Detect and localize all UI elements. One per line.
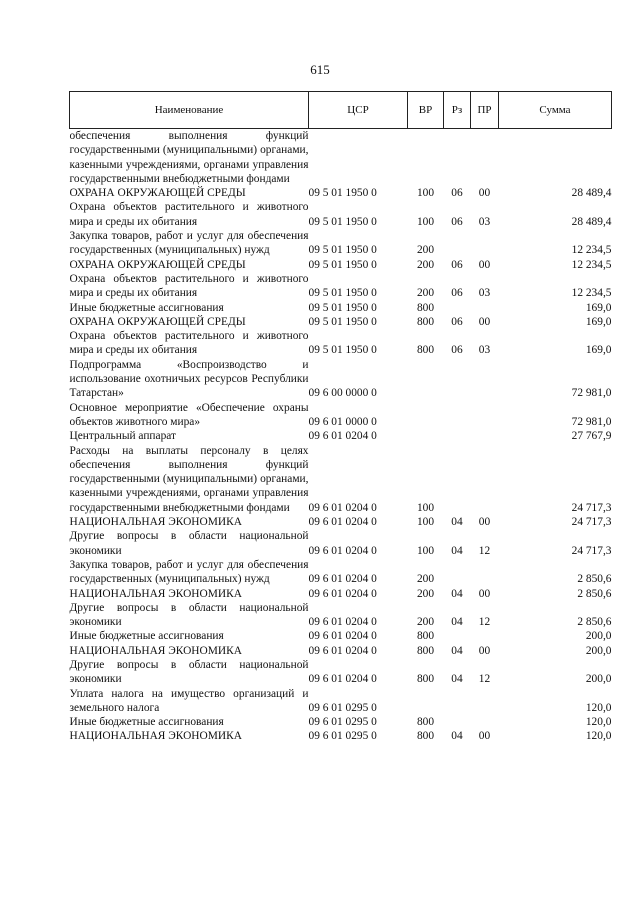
row-vr: 100: [416, 501, 435, 514]
row-sum: 200,0: [585, 630, 612, 643]
table-row: [70, 315, 612, 329]
row-csr: 09 6 01 0204 0: [308, 616, 377, 629]
header-rz: Рз: [444, 92, 471, 129]
row-rz: 04: [451, 516, 463, 529]
row-rz: 04: [451, 544, 463, 557]
row-pr: 00: [478, 730, 491, 743]
row-name: ОХРАНА ОКРУЖАЮЩЕЙ СРЕДЫ: [69, 258, 246, 271]
table-row: [70, 558, 612, 587]
row-sum: 2 850,6: [577, 587, 612, 600]
row-rz: 04: [451, 587, 463, 600]
table-row: [70, 444, 612, 515]
row-pr: [471, 558, 499, 587]
row-name: НАЦИОНАЛЬНАЯ ЭКОНОМИКА: [69, 644, 242, 657]
row-name: Основное мероприятие «Обеспечение охраны объектов животного мира»: [69, 401, 309, 428]
row-vr: 100: [416, 187, 435, 200]
table-row: [70, 644, 612, 658]
row-sum: 12 234,5: [571, 258, 612, 271]
row-rz: 04: [451, 730, 463, 743]
row-rz: [444, 687, 471, 716]
table-row: [70, 272, 612, 301]
row-vr: 800: [416, 673, 435, 686]
row-pr: 03: [478, 344, 491, 357]
row-sum: 169,0: [585, 344, 612, 357]
row-csr: 09 5 01 1950 0: [308, 301, 377, 314]
row-csr: 09 6 01 0204 0: [308, 673, 377, 686]
table-row: [70, 658, 612, 687]
row-pr: [471, 429, 499, 443]
row-vr: [408, 129, 444, 187]
table-row: [70, 301, 612, 315]
row-csr: 09 6 01 0295 0: [308, 716, 377, 729]
row-pr: [471, 301, 499, 315]
row-csr: 09 5 01 1950 0: [308, 244, 377, 257]
table-row: [70, 258, 612, 272]
row-vr: 800: [416, 730, 435, 743]
row-rz: [444, 301, 471, 315]
row-vr: 100: [416, 516, 435, 529]
row-sum: 12 234,5: [571, 244, 612, 257]
row-vr: [408, 401, 444, 430]
row-csr: 09 5 01 1950 0: [308, 287, 377, 300]
row-pr: [471, 401, 499, 430]
table-row: [70, 200, 612, 229]
row-sum: 2 850,6: [577, 616, 612, 629]
header-sum: Сумма: [499, 92, 612, 129]
table-row: [70, 529, 612, 558]
page-number: 615: [310, 62, 330, 77]
header-name: Наименование: [70, 92, 309, 129]
row-pr: [471, 444, 499, 515]
row-rz: [444, 129, 471, 187]
row-rz: 04: [451, 616, 463, 629]
row-rz: [444, 229, 471, 258]
row-name: Другие вопросы в области национальной экономики: [69, 601, 309, 629]
row-rz: 06: [451, 187, 463, 200]
row-sum: 27 767,9: [571, 430, 612, 443]
row-rz: 04: [451, 673, 463, 686]
row-csr: 09 6 01 0204 0: [308, 516, 377, 529]
row-vr: 800: [416, 716, 435, 729]
row-sum: 120,0: [585, 730, 612, 743]
row-csr: 09 6 01 0000 0: [308, 415, 377, 428]
row-pr: [471, 229, 499, 258]
table-row: [70, 601, 612, 630]
row-pr: [471, 129, 499, 187]
row-pr: 00: [478, 516, 491, 529]
row-name: Охрана объектов растительного и животного мира и среды их обитания: [69, 330, 309, 357]
row-rz: [444, 429, 471, 443]
row-csr: 09 6 01 0204 0: [308, 587, 377, 600]
row-vr: 100: [416, 544, 435, 557]
row-sum: 72 981,0: [571, 415, 612, 428]
row-sum: 120,0: [585, 701, 612, 714]
table-row: [70, 129, 612, 187]
row-vr: 800: [416, 315, 435, 328]
row-csr: 09 6 01 0204 0: [308, 501, 377, 514]
table-row: [70, 715, 612, 729]
row-name: обеспечения выполнения функций государственными (муниципальными) органами, казенными учреждениями, органами управления государственными внебюджетными фондами: [69, 130, 309, 185]
row-pr: 12: [478, 673, 491, 686]
row-name: Подпрограмма «Воспроизводство и использование охотничьих ресурсов Республики Татарстан»: [69, 358, 309, 400]
row-pr: 00: [478, 644, 491, 657]
row-name: Закупка товаров, работ и услуг для обеспечения государственных (муниципальных) нужд: [69, 230, 309, 257]
budget-table: [69, 91, 612, 744]
row-vr: 800: [416, 630, 435, 643]
row-sum: 28 489,4: [571, 187, 612, 200]
header-pr: ПР: [471, 92, 499, 129]
row-pr: [471, 715, 499, 729]
row-name: Другие вопросы в области национальной экономики: [69, 658, 309, 686]
table-row: [70, 629, 612, 643]
row-rz: 06: [451, 215, 463, 228]
row-vr: [408, 358, 444, 401]
row-csr: 09 5 01 1950 0: [308, 344, 377, 357]
row-sum: [499, 129, 612, 187]
row-pr: 12: [478, 616, 491, 629]
row-pr: 03: [478, 215, 491, 228]
row-csr: 09 5 01 1950 0: [308, 258, 377, 271]
table-row: [70, 515, 612, 529]
row-vr: 800: [416, 344, 435, 357]
row-sum: 24 717,3: [571, 516, 612, 529]
row-vr: [408, 429, 444, 443]
row-pr: [471, 687, 499, 716]
row-sum: 120,0: [585, 716, 612, 729]
row-vr: [408, 687, 444, 716]
row-rz: 04: [451, 644, 463, 657]
row-rz: [444, 715, 471, 729]
row-name: Закупка товаров, работ и услуг для обеспечения государственных (муниципальных) нужд: [69, 558, 309, 586]
row-sum: 24 717,3: [571, 544, 612, 557]
row-rz: [444, 358, 471, 401]
row-name: ОХРАНА ОКРУЖАЮЩЕЙ СРЕДЫ: [69, 315, 246, 328]
row-csr: 09 5 01 1950 0: [308, 215, 377, 228]
table-row: [70, 329, 612, 358]
row-pr: 00: [478, 587, 491, 600]
row-name: Уплата налога на имущество организаций и земельного налога: [69, 687, 309, 714]
row-name: Охрана объектов растительного и животного мира и среды их обитания: [69, 201, 309, 228]
row-sum: 2 850,6: [577, 573, 612, 586]
row-name: Иные бюджетные ассигнования: [69, 630, 224, 643]
row-csr: 09 6 01 0204 0: [308, 544, 377, 557]
row-pr: 00: [478, 258, 491, 271]
row-vr: 200: [416, 287, 435, 300]
row-sum: 169,0: [585, 301, 612, 314]
row-csr: 09 5 01 1950 0: [308, 187, 377, 200]
table-row: [70, 429, 612, 443]
table-row: [70, 587, 612, 601]
row-pr: 00: [478, 315, 491, 328]
row-sum: 28 489,4: [571, 215, 612, 228]
row-csr: [309, 129, 408, 187]
header-vr: ВР: [408, 92, 444, 129]
row-sum: 169,0: [585, 315, 612, 328]
row-vr: 800: [416, 644, 435, 657]
row-sum: 24 717,3: [571, 501, 612, 514]
row-sum: 200,0: [585, 644, 612, 657]
row-vr: 200: [416, 244, 435, 257]
table-row: [70, 358, 612, 401]
header-csr: ЦСР: [309, 92, 408, 129]
row-rz: [444, 401, 471, 430]
row-vr: 800: [416, 301, 435, 314]
row-vr: 200: [416, 573, 435, 586]
row-rz: [444, 629, 471, 643]
row-name: НАЦИОНАЛЬНАЯ ЭКОНОМИКА: [69, 730, 242, 743]
row-pr: 12: [478, 544, 491, 557]
row-name: НАЦИОНАЛЬНАЯ ЭКОНОМИКА: [69, 587, 242, 600]
row-csr: 09 6 00 0000 0: [308, 387, 377, 400]
row-csr: 09 6 01 0204 0: [308, 630, 377, 643]
row-rz: 06: [451, 287, 463, 300]
row-vr: 100: [416, 215, 435, 228]
row-pr: [471, 358, 499, 401]
table-row: [70, 186, 612, 200]
row-sum: 12 234,5: [571, 287, 612, 300]
row-sum: 72 981,0: [571, 387, 612, 400]
table-header-row: [70, 92, 612, 129]
row-vr: 200: [416, 587, 435, 600]
row-csr: 09 6 01 0295 0: [308, 701, 377, 714]
row-name: НАЦИОНАЛЬНАЯ ЭКОНОМИКА: [69, 516, 242, 529]
table-row: [70, 729, 612, 743]
row-rz: 06: [451, 344, 463, 357]
row-vr: 200: [416, 616, 435, 629]
row-name: Иные бюджетные ассигнования: [69, 301, 224, 314]
row-name: Расходы на выплаты персоналу в целях обеспечения выполнения функций государственными (муниципальными) органами, казенными учреждениями, органами управления государственными внебюджетными фондами: [69, 444, 309, 514]
row-csr: 09 6 01 0204 0: [308, 644, 377, 657]
row-pr: 00: [478, 187, 491, 200]
row-csr: 09 6 01 0204 0: [308, 573, 377, 586]
row-csr: 09 6 01 0204 0: [308, 430, 377, 443]
row-csr: 09 6 01 0295 0: [308, 730, 377, 743]
row-name: Другие вопросы в области национальной экономики: [69, 530, 309, 557]
row-csr: 09 5 01 1950 0: [308, 315, 377, 328]
row-pr: 03: [478, 287, 491, 300]
row-vr: 200: [416, 258, 435, 271]
table-row: [70, 229, 612, 258]
row-name: Охрана объектов растительного и животного мира и среды их обитания: [69, 272, 309, 300]
row-name: Иные бюджетные ассигнования: [69, 716, 224, 729]
row-name: Центральный аппарат: [69, 430, 177, 443]
table-row: [70, 401, 612, 430]
table-row: [70, 687, 612, 716]
row-sum: 200,0: [585, 673, 612, 686]
row-rz: [444, 558, 471, 587]
row-rz: [444, 444, 471, 515]
row-name: ОХРАНА ОКРУЖАЮЩЕЙ СРЕДЫ: [69, 187, 246, 200]
row-rz: 06: [451, 258, 463, 271]
row-rz: 06: [451, 315, 463, 328]
row-pr: [471, 629, 499, 643]
